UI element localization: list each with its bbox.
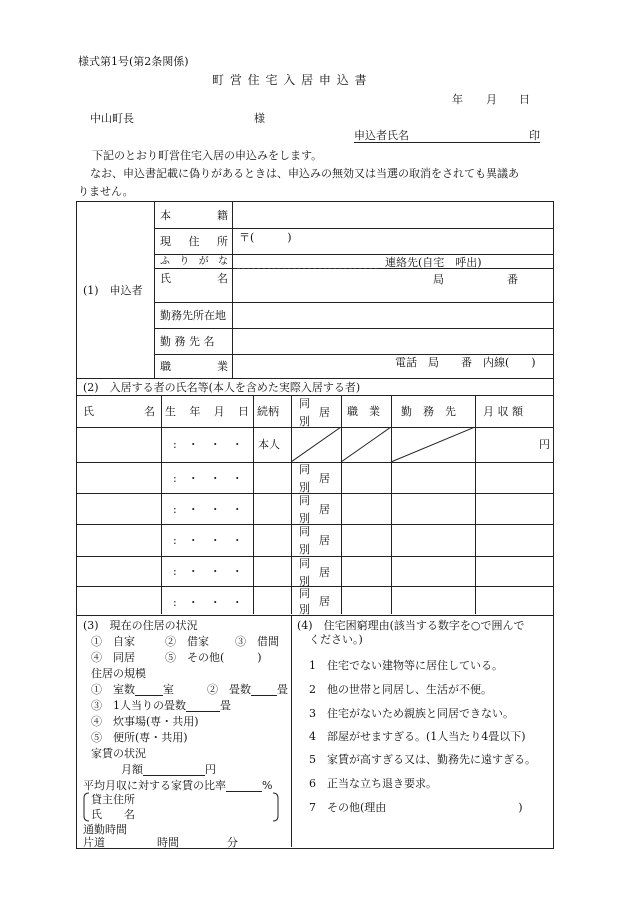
hardship-reason-7[interactable]: 7 その他(理由 ) <box>309 801 523 814</box>
rent-label: 家賃の状況 <box>91 747 146 760</box>
intro-line-1: 下記のとおり町営住宅入居の申込みをします。 <box>92 149 323 162</box>
housing-type-rent[interactable]: ② 借家 <box>165 635 209 648</box>
room-count-field[interactable]: ① 室数 室 <box>91 683 174 696</box>
honorific: 様 <box>254 112 265 125</box>
phone-bureau-label: 局 <box>433 273 444 286</box>
cohabit-cell[interactable]: 同 居 別 <box>299 587 330 616</box>
postal-code-field[interactable]: 〒( ) <box>239 231 292 244</box>
commute-label: 通勤時間 <box>83 823 127 836</box>
col-header-income: 月 収 額 <box>483 405 523 418</box>
furigana-label: ふ り が な <box>160 256 228 267</box>
housing-type-share[interactable]: ④ 同居 <box>91 651 135 664</box>
toilet-field[interactable]: ⑤ 便所(専・共用) <box>91 731 188 744</box>
address-label: 現 住 所 <box>160 235 228 248</box>
hardship-reason-5[interactable]: 5 家賃が高すぎる又は、勤務先に遠すぎる。 <box>309 753 536 766</box>
tatami-count-field[interactable]: ② 畳数 畳 <box>207 683 288 696</box>
residents-section <box>76 379 554 616</box>
birth-date-field[interactable]: : ・ ・ ・ <box>173 596 243 609</box>
col-header-cohabit: 同 居 別 <box>299 397 330 428</box>
birth-date-field[interactable]: : ・ ・ ・ <box>173 565 243 578</box>
housing-type-other[interactable]: ⑤ その他( ) <box>165 651 262 664</box>
kitchen-field[interactable]: ④ 炊事場(専・共用) <box>91 715 199 728</box>
birth-date-field[interactable]: : ・ ・ ・ <box>173 503 243 516</box>
honseki-label: 本 籍 <box>160 209 228 222</box>
hours-label: 時間 <box>157 836 179 849</box>
applicant-section <box>76 201 554 379</box>
cohabit-cell[interactable]: 同 居 別 <box>299 494 330 525</box>
income-yen: 円 <box>539 438 550 451</box>
form-number: 様式第1号(第2条関係) <box>78 55 189 68</box>
rent-ratio-field[interactable]: 平均月収に対する家賃の比率 % <box>83 779 273 792</box>
oneway-label: 片道 <box>83 836 105 849</box>
cohabit-cell[interactable]: 同 居 別 <box>299 463 330 494</box>
hardship-reason-2[interactable]: 2 他の世帯と同居し、生活が不便。 <box>309 683 492 696</box>
monthly-rent-field[interactable]: 月額 円 <box>121 763 216 776</box>
relation-self: 本人 <box>258 438 280 451</box>
cohabit-cell[interactable]: 同 居 別 <box>299 525 330 556</box>
applicant-section-label-cell <box>77 202 155 378</box>
intro-line-3: りません。 <box>78 185 134 198</box>
hardship-label: (4) 住宅困窮理由(該当する数字を○で囲んで <box>297 619 525 632</box>
col-header-birth: 生 年 月 日 <box>165 405 249 418</box>
page-title: 町 営 住 宅 入 居 申 込 書 <box>212 73 368 87</box>
contact-label: 連絡先(自宅 呼出) <box>385 256 482 269</box>
hardship-reason-4[interactable]: 4 部屋がせますぎる。(1人当たり4畳以下) <box>309 730 526 743</box>
hardship-reason-3[interactable]: 3 住宅がないため親族と同居できない。 <box>309 707 514 720</box>
applicant-name-label: 申込者氏名 <box>354 129 409 142</box>
col-header-name: 氏 名 <box>83 405 155 418</box>
cohabit-cell[interactable]: 同 居 別 <box>299 557 330 588</box>
seal-mark: 印 <box>529 129 540 142</box>
col-header-relation: 続柄 <box>257 405 279 418</box>
birth-date-field[interactable]: : ・ ・ ・ <box>173 472 243 485</box>
current-housing-label: (3) 現在の住居の状況 <box>83 619 198 632</box>
minutes-label: 分 <box>227 836 238 849</box>
landlord-address-label: 貸主住所 <box>91 793 135 806</box>
housing-section <box>76 616 554 849</box>
intro-line-2: なお、申込書記載に偽りがあるときは、申込みの無効又は当選の取消をされても異議あ <box>90 167 519 180</box>
date-month-label: 月 <box>486 93 497 106</box>
applicant-section-label: (1) 申込者 <box>83 283 143 297</box>
diagonal-strike <box>291 427 475 462</box>
hardship-reason-6[interactable]: 6 正当な立ち退き要求。 <box>309 777 437 790</box>
name-label: 氏 名 <box>160 272 228 285</box>
residents-section-label: (2) 入居する者の氏名等(本人を含めた実際入居する者) <box>83 381 361 394</box>
housing-type-own[interactable]: ① 自家 <box>91 635 135 648</box>
hardship-label-cont: ください。) <box>309 633 363 646</box>
scale-label: 住居の規模 <box>91 667 146 680</box>
date-day-label: 日 <box>519 93 530 106</box>
workplace-address-label: 勤務先所在地 <box>160 309 226 322</box>
hardship-reason-1[interactable]: 1 住宅でない建物等に居住している。 <box>309 659 503 672</box>
col-header-occupation: 職 業 <box>347 405 380 418</box>
addressee: 中山町長 <box>90 112 134 125</box>
applicant-name-field[interactable] <box>354 130 540 143</box>
work-phone-label: 電話 局 番 内線( ) <box>395 356 536 369</box>
workplace-name-label: 勤 務 先 名 <box>160 335 215 348</box>
housing-type-room[interactable]: ③ 借間 <box>235 635 279 648</box>
date-year-label: 年 <box>452 93 463 106</box>
col-header-workplace: 勤 務 先 <box>401 405 456 418</box>
occupation-label: 職 業 <box>160 360 228 373</box>
birth-date-field[interactable]: : ・ ・ ・ <box>173 534 243 547</box>
phone-number-suffix: 番 <box>507 273 518 286</box>
per-person-tatami-field[interactable]: ③ 1人当りの畳数 畳 <box>91 699 231 712</box>
birth-date-field[interactable]: : ・ ・ ・ <box>173 438 243 451</box>
landlord-name-label: 氏 名 <box>91 808 135 821</box>
